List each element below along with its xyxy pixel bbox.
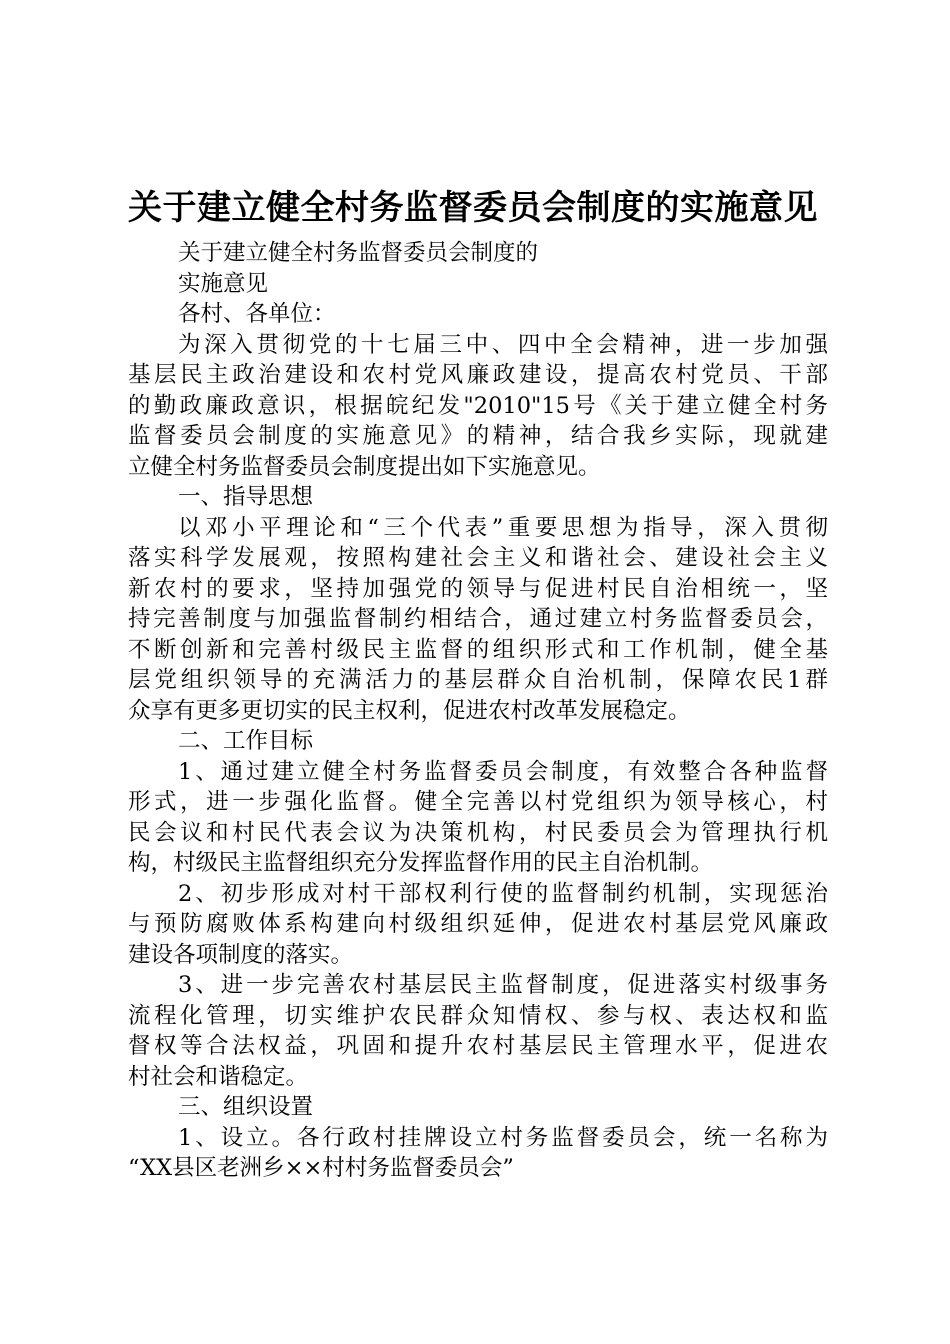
paragraph-line: 落实科学发展观，按照构建社会主义和谐社会、建设社会主义 <box>128 545 828 571</box>
section-heading: 二、工作目标 <box>178 728 314 754</box>
paragraph-line: 流程化管理，切实维护农民群众知情权、参与权、表达权和监 <box>128 1002 828 1029</box>
subtitle-line-1: 关于建立健全村务监督委员会制度的 <box>178 240 539 266</box>
paragraph-line: 基层民主政治建设和农村党风廉政建设，提高农村党员、干部 <box>128 362 828 388</box>
paragraph-line: 立健全村务监督委员会制度提出如下实施意见。 <box>128 453 601 480</box>
section-heading: 三、组织设置 <box>178 1094 314 1120</box>
paragraph-line: 构，村级民主监督组织充分发挥监督作用的民主自治机制。 <box>128 850 714 876</box>
paragraph-line: 以邓小平理论和“三个代表”重要思想为指导，深入贯彻 <box>178 514 828 541</box>
document-title: 关于建立健全村务监督委员会制度的实施意见 <box>128 188 818 228</box>
paragraph-line: 村社会和谐稳定。 <box>128 1063 309 1090</box>
paragraph-line: “XX县区老洲乡××村村务监督委员会” <box>128 1155 514 1181</box>
paragraph-line: 新农村的要求，坚持加强党的领导与促进村民自治相统一，坚 <box>128 575 828 602</box>
document-body <box>128 238 828 1184</box>
paragraph-line: 与预防腐败体系构建向村级组织延伸，促进农村基层党风廉政 <box>128 911 828 937</box>
paragraph-line: 1、通过建立健全村务监督委员会制度，有效整合各种监督 <box>178 758 828 785</box>
paragraph-line: 监督委员会制度的实施意见》的精神，结合我乡实际，现就建 <box>128 423 828 449</box>
paragraph-line: 建设各项制度的落实。 <box>128 941 354 968</box>
paragraph-line: 1、设立。各行政村挂牌设立村务监督委员会，统一名称为 <box>178 1124 828 1151</box>
paragraph-line: 2、初步形成对村干部权利行使的监督制约机制，实现惩治 <box>178 880 828 907</box>
subtitle-line-2: 实施意见 <box>178 270 269 297</box>
paragraph-line: 层党组织领导的充满活力的基层群众自治机制，保障农民1群 <box>128 667 828 693</box>
paragraph-line: 不断创新和完善村级民主监督的组织形式和工作机制，健全基 <box>128 636 828 663</box>
paragraph-line: 的勤政廉政意识，根据皖纪发"2010"15号《关于建立健全村务 <box>128 392 828 419</box>
section-heading: 一、指导思想 <box>178 484 314 510</box>
paragraph-line: 众享有更多更切实的民主权利，促进农村改革发展稳定。 <box>128 697 691 724</box>
paragraph-line: 督权等合法权益，巩固和提升农村基层民主管理水平，促进农 <box>128 1033 828 1059</box>
paragraph-line: 持完善制度与加强监督制约相结合，通过建立村务监督委员会， <box>128 606 828 632</box>
paragraph-line: 为深入贯彻党的十七届三中、四中全会精神，进一步加强 <box>178 331 828 358</box>
paragraph-line: 3、进一步完善农村基层民主监督制度，促进落实村级事务 <box>178 972 828 998</box>
paragraph-line: 形式，进一步强化监督。健全完善以村党组织为领导核心，村 <box>128 789 828 815</box>
paragraph-line: 民会议和村民代表会议为决策机构，村民委员会为管理执行机 <box>128 819 828 846</box>
salutation: 各村、各单位： <box>178 301 336 327</box>
